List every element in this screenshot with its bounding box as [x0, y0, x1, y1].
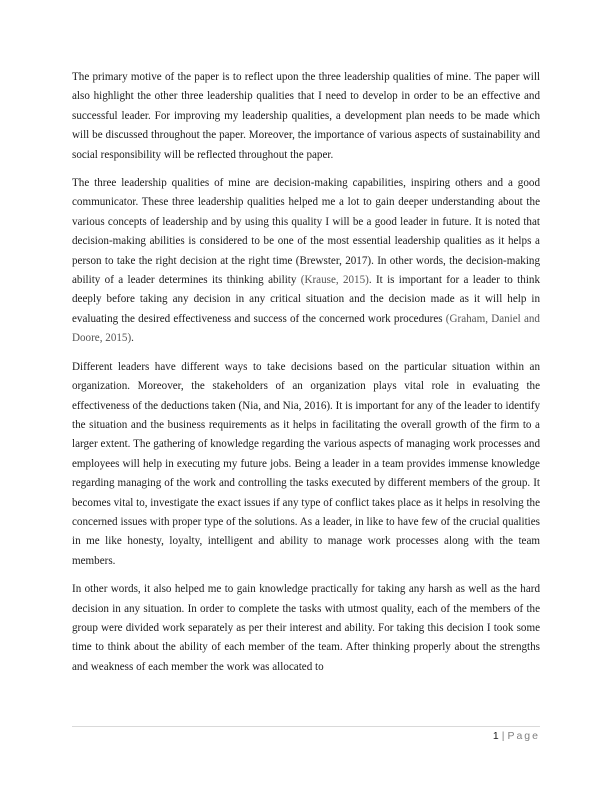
- paragraph: [72, 580, 540, 677]
- paragraph-text: In other words, it also helped me to gain knowledge practically for taking any harsh as well as the hard decision in any situation. In order to complete the tasks with utmost quality, each of the members of the group were divided work separately as per their interest and ability. For taking this decision I took some time to think about the ability of each member of the team. After thinking properly about the strengths and weakness of each member the work was allocated to: [72, 583, 540, 673]
- document-body: [72, 68, 540, 686]
- page-number: 1: [492, 730, 499, 742]
- paragraph-text: Different leaders have different ways to take decisions based on the particular situation within an organization. Moreover, the stakeholders of an organization plays vital role in evaluating the effectiveness of the deductions taken (Nia, and Nia, 2016). It is important for any of the leader to identify the situation and the business requirements as it helps in facilitating the overall growth of the firm to a larger extent. The gathering of knowledge regarding the various aspects of managing work processes and employees will help in executing my future jobs. Being a leader in a team provides immense knowledge regarding managing of the work and controlling the tasks executed by different members of the group. It becomes vital to, investigate the exact issues if any type of conflict takes place as it helps in resolving the concerned issues with proper type of the solutions. As a leader, in like to have few of the crucial qualities in me like honesty, loyalty, intelligent and ability to manage work processes along with the team members.: [72, 360, 540, 567]
- paragraph: [72, 68, 540, 165]
- citation: (Graham, Daniel and Doore, 2015): [72, 312, 540, 345]
- page-label: Page: [507, 730, 540, 742]
- citation: (Krause, 2015): [300, 274, 369, 287]
- paragraph-text: .: [131, 332, 134, 345]
- paragraph: [72, 358, 540, 571]
- footer-divider: [72, 726, 540, 727]
- paragraph-text: . It is important for a leader to think deeply before taking any decision in any critical situation and the decision made as it will help in evaluating the desired effectiveness and success of the concerned work procedures: [72, 274, 540, 325]
- paragraph-text: The primary motive of the paper is to reflect upon the three leadership qualities of mine. The paper will also highlight the other three leadership qualities that I need to develop in order to be an effective and successful leader. For improving my leadership qualities, a development plan needs to be made which will be discussed throughout the paper. Moreover, the importance of various aspects of sustainability and social responsibility will be reflected throughout the paper.: [72, 71, 540, 161]
- paragraph-text: The three leadership qualities of mine are decision-making capabilities, inspiring others and a good communicator. These three leadership qualities helped me a lot to gain deeper understanding about the various concepts of leadership and by using this quality I will be a good leader in future. It is noted that decision-making abilities is considered to be one of the most essential leadership qualities as it helps a person to take the right decision at the right time (Brewster, 2017). In other words, the decision-making ability of a leader determines its thinking ability: [72, 177, 540, 287]
- paragraph: [72, 174, 540, 349]
- page-footer: [493, 730, 540, 742]
- footer-separator: |: [501, 730, 505, 742]
